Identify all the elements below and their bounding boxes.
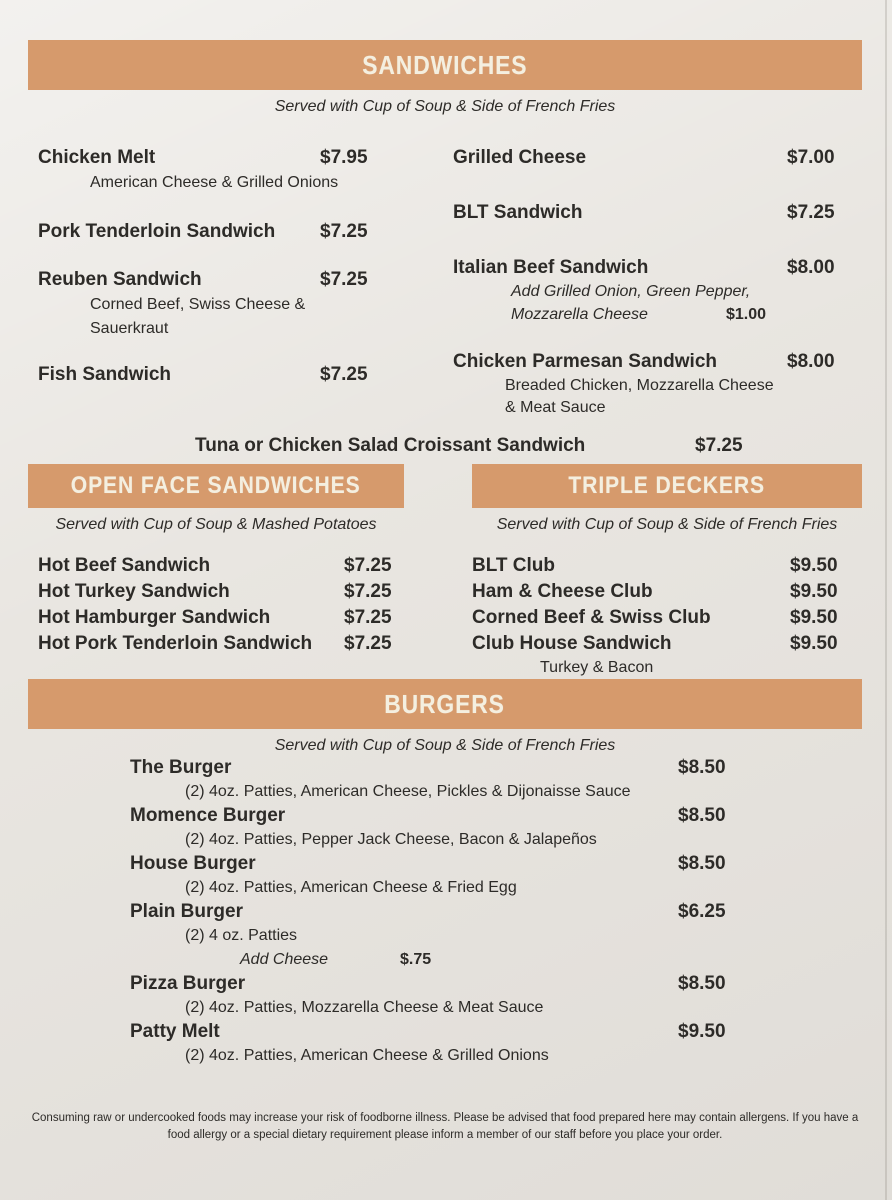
menu-item — [130, 972, 862, 996]
item-addon-row — [130, 948, 862, 972]
section-subtitle: Served with Cup of Soup & Side of French Fries — [496, 516, 838, 533]
addon-price: $.75 — [400, 951, 432, 968]
menu-item — [38, 267, 430, 293]
footer-disclaimer: Consuming raw or undercooked foods may increase your risk of foodborne illness. Please be advised that food prepared here may contain allergens. If you have a food allergy or a special dietary requirement please inform a member of our staff before you place your order. — [31, 1112, 859, 1141]
item-description: Corned Beef, Swiss Cheese & — [90, 296, 306, 313]
item-description: American Cheese & Grilled Onions — [90, 174, 339, 191]
item-name: Hot Pork Tenderloin Sandwich — [38, 633, 313, 654]
item-price: $8.00 — [787, 351, 835, 372]
menu-item — [130, 756, 862, 780]
item-name: Corned Beef & Swiss Club — [472, 607, 711, 628]
item-price: $7.25 — [320, 364, 368, 385]
item-price: $7.95 — [320, 147, 368, 168]
menu-item — [38, 145, 430, 171]
half-sections — [28, 464, 862, 679]
menu-item — [38, 362, 430, 388]
menu-item — [472, 605, 862, 631]
menu-item — [130, 852, 862, 876]
sandwiches-right-column — [453, 145, 872, 419]
item-price: $7.25 — [695, 435, 743, 456]
menu-item — [453, 349, 872, 375]
menu-item — [472, 631, 862, 657]
item-name: BLT Club — [472, 555, 556, 576]
addon-label: Mozzarella Cheese — [511, 306, 648, 323]
item-price: $8.00 — [787, 257, 835, 278]
item-name: Patty Melt — [130, 1021, 220, 1042]
item-price: $7.25 — [787, 202, 835, 223]
item-description: (2) 4oz. Patties, American Cheese & Grilled Onions — [185, 1047, 549, 1064]
addon-price: $1.00 — [726, 306, 767, 323]
item-description: Breaded Chicken, Mozzarella Cheese — [505, 377, 774, 394]
menu-item — [453, 255, 872, 281]
item-description: (2) 4oz. Patties, American Cheese & Fried Egg — [185, 879, 517, 896]
item-name: Hot Beef Sandwich — [38, 555, 211, 576]
section-header-open-face — [28, 464, 404, 508]
menu-item — [130, 804, 862, 828]
section-title: TRIPLE DECKERS — [568, 472, 766, 499]
item-name: Fish Sandwich — [38, 364, 172, 385]
sandwiches-columns — [28, 145, 862, 419]
menu-item — [38, 631, 404, 657]
item-description: & Meat Sauce — [505, 399, 606, 416]
item-price: $9.50 — [790, 555, 838, 576]
menu-item — [38, 579, 404, 605]
open-face-list — [28, 553, 404, 657]
item-name: Hot Turkey Sandwich — [38, 581, 230, 602]
item-description: (2) 4oz. Patties, Pepper Jack Cheese, Bacon & Jalapeños — [185, 831, 597, 848]
section-header-sandwiches — [28, 40, 862, 90]
item-price: $9.50 — [790, 633, 838, 654]
section-title: BURGERS — [384, 688, 506, 719]
section-header-burgers — [28, 679, 862, 729]
item-description: (2) 4oz. Patties, American Cheese, Pickles & Dijonaisse Sauce — [185, 783, 631, 800]
sandwiches-left-column — [38, 145, 430, 419]
item-description: (2) 4oz. Patties, Mozzarella Cheese & Meat Sauce — [185, 999, 544, 1016]
menu-item — [472, 553, 862, 579]
item-price: $8.50 — [678, 757, 726, 778]
item-price: $7.25 — [344, 607, 392, 628]
item-name: Pork Tenderloin Sandwich — [38, 221, 276, 242]
addon-label: Add Cheese — [240, 951, 329, 968]
item-description: Sauerkraut — [90, 320, 169, 337]
section-subtitle: Served with Cup of Soup & Mashed Potatoes — [55, 516, 377, 533]
item-name: Club House Sandwich — [472, 633, 672, 654]
item-name: House Burger — [130, 853, 256, 874]
triple-deckers-list — [472, 553, 862, 679]
item-name: Tuna or Chicken Salad Croissant Sandwich — [195, 435, 586, 456]
item-price: $9.50 — [790, 607, 838, 628]
item-price: $8.50 — [678, 805, 726, 826]
item-price: $6.25 — [678, 901, 726, 922]
menu-item — [453, 200, 872, 226]
menu-item — [38, 553, 404, 579]
item-name: The Burger — [130, 757, 232, 778]
section-title: OPEN FACE SANDWICHES — [71, 472, 361, 499]
item-description: Turkey & Bacon — [540, 659, 654, 676]
burgers-list — [28, 756, 862, 1068]
section-header-triple-deckers — [472, 464, 862, 508]
item-name: Grilled Cheese — [453, 147, 587, 168]
item-description: (2) 4 oz. Patties — [185, 927, 298, 944]
item-price: $7.25 — [344, 633, 392, 654]
featured-item-row — [28, 433, 862, 459]
menu-item — [38, 605, 404, 631]
item-price: $7.25 — [320, 221, 368, 242]
section-subtitle: Served with Cup of Soup & Side of French Fries — [274, 98, 616, 115]
item-price: $8.50 — [678, 853, 726, 874]
item-name: Plain Burger — [130, 901, 243, 922]
item-name: Ham & Cheese Club — [472, 581, 653, 602]
menu-item — [472, 579, 862, 605]
item-price: $8.50 — [678, 973, 726, 994]
item-name: Chicken Parmesan Sandwich — [453, 351, 717, 372]
item-price: $7.25 — [320, 269, 368, 290]
open-face-section — [28, 464, 404, 679]
item-price: $9.50 — [678, 1021, 726, 1042]
item-name: Italian Beef Sandwich — [453, 257, 649, 278]
triple-deckers-section — [472, 464, 862, 679]
menu-item — [38, 219, 430, 245]
section-subtitle: Served with Cup of Soup & Side of French Fries — [274, 737, 616, 754]
section-title: SANDWICHES — [362, 49, 528, 80]
menu-item — [453, 145, 872, 171]
item-price: $7.25 — [344, 581, 392, 602]
item-addon-row — [453, 303, 872, 327]
menu-item — [130, 900, 862, 924]
item-name: BLT Sandwich — [453, 202, 583, 223]
menu-item — [130, 1020, 862, 1044]
item-name: Momence Burger — [130, 805, 286, 826]
item-name: Pizza Burger — [130, 973, 246, 994]
item-name: Chicken Melt — [38, 147, 156, 168]
item-price: $7.25 — [344, 555, 392, 576]
item-price: $7.00 — [787, 147, 835, 168]
item-name: Hot Hamburger Sandwich — [38, 607, 271, 628]
item-name: Reuben Sandwich — [38, 269, 202, 290]
item-price: $9.50 — [790, 581, 838, 602]
item-addon-note: Add Grilled Onion, Green Pepper, — [511, 283, 751, 300]
